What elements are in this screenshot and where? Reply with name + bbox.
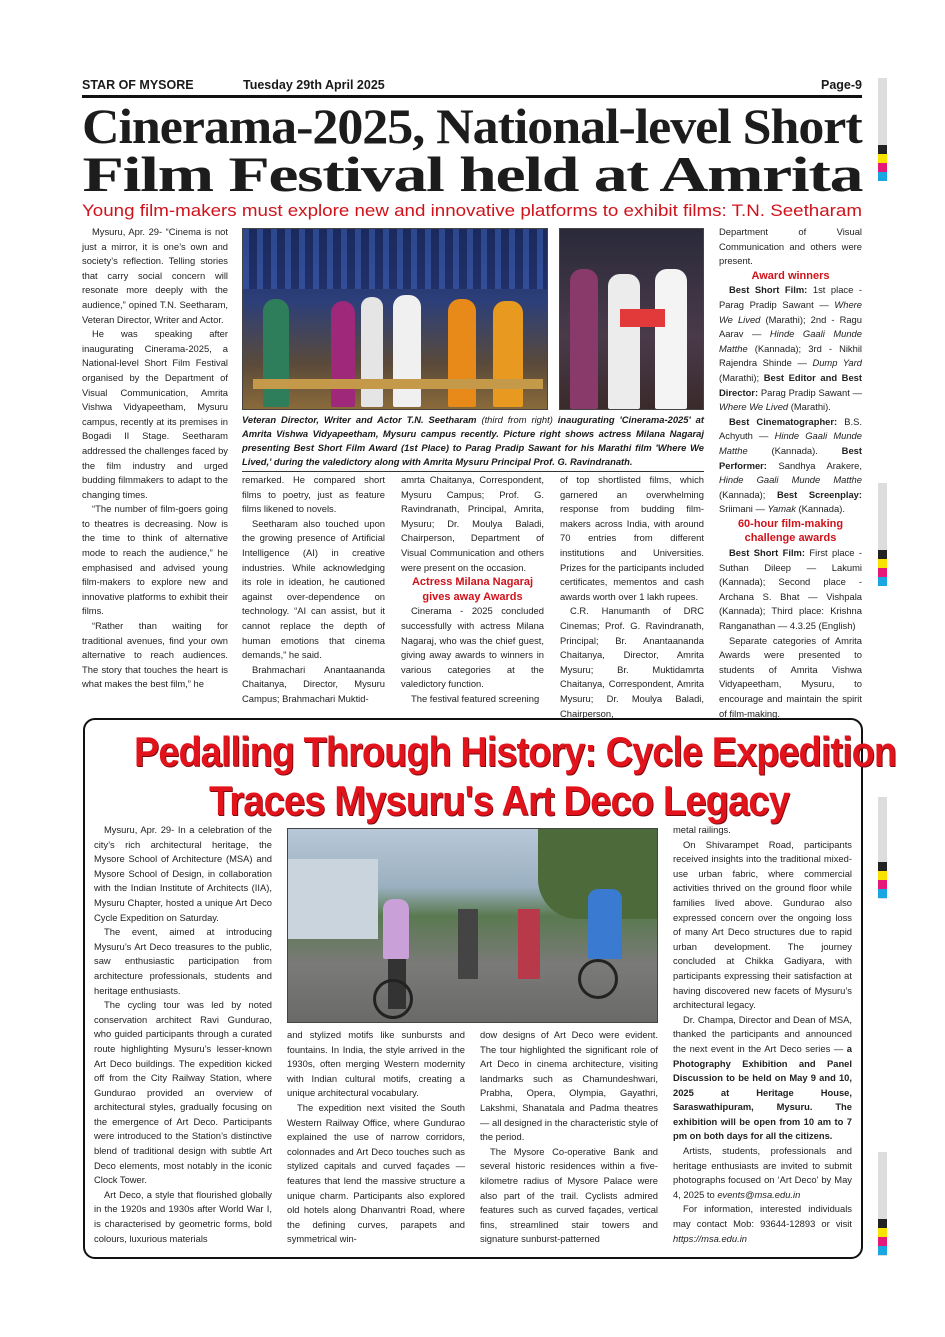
text-run: metal railings.: [673, 824, 731, 835]
text-run: (Marathi);: [719, 371, 764, 383]
text-run: The Mysore Co-operative Bank and several historic residences within a five-kilometre radius of Mysore Palace were also part of the trail. Cyclists admired features such as curved façades, vertical fins, streamlined stair towers and signature sunburst-patterned: [480, 1145, 658, 1245]
italic-text: Yamak: [767, 503, 796, 515]
text-run: The festival featured screening: [411, 692, 540, 704]
article1-headline-line1-wrap: [82, 98, 862, 154]
text-run: Artists, students, professionals and heritage enthusiasts are invited to submit photographs focused on ‘Art Deco’ by May 4, 2025 to: [673, 1145, 852, 1200]
section-subheading: Award winners: [751, 269, 830, 282]
registration-mark: [878, 880, 887, 889]
text-run: inaugurating 'Cinerama-2025' at Amrita Vishwa Vidyapeetham, Mysuru campus recently. Picture right shows actress Milana Nagaraj presenting Best Short Film Award (1st Place) to Parag Pradip Sawant for his Marathi film: [242, 414, 704, 453]
issue-date: Tuesday 29th April 2025: [243, 78, 385, 92]
paragraph: [82, 327, 228, 502]
article2-column-1: [94, 823, 272, 1246]
text-run: Veteran Director, Writer and Actor T.N. Seetharam: [242, 414, 482, 425]
registration-mark: [878, 568, 887, 577]
registration-mark: [878, 1219, 887, 1228]
article2-column-3: [480, 1028, 658, 1247]
text-run: (Marathi).: [788, 401, 831, 413]
text-run: He was speaking after inaugurating Cinerama-2025, a National-level Short Film Festival organised by the Department of Visual Communication, Amrita Vishwa Vidyapeetham, Mysuru campus, recently at its premises in Bogadi II Stage. Seetharam addressed the challenges faced by the film industry and urged budding filmmakers to adapt to the changing times.: [82, 328, 228, 500]
text-run: For information, interested individuals may contact Mob: 93644-12893 or visit: [673, 1203, 852, 1230]
photo-caption: [242, 413, 704, 472]
text-run: 1st place - Parag Pradip Sawant —: [719, 284, 863, 310]
paragraph: [673, 823, 852, 838]
paragraph: [401, 473, 544, 575]
text-run: (third from right): [481, 414, 558, 425]
paragraph: [94, 1188, 272, 1246]
photo-inauguration: [242, 228, 548, 410]
bold-text: Best Short Film:: [729, 284, 813, 296]
paragraph: [719, 415, 862, 517]
italic-text: Where We Lived: [719, 401, 789, 413]
photo-award-presentation: [559, 228, 704, 410]
paragraph: [560, 604, 704, 721]
paragraph: [719, 225, 862, 269]
text-run: C.R. Hanumanth of DRC Cinemas; Prof. G. Ravindranath, Principal; Br. Anantaananda Chaitanya, Director, Amrita Mysuru; Br. Muktidamrta Chaitanya, Correspondent, Amrita Mysuru; Dr. Moulya Baladi, Chairperson,: [560, 605, 704, 719]
paragraph: [82, 619, 228, 692]
italic-text: Hinde Gaali Munde Matthe: [719, 474, 862, 486]
text-run: (Kannada);: [719, 488, 777, 500]
registration-mark: [878, 889, 887, 898]
section-subheading: 60-hour film-making challenge awards: [737, 517, 844, 545]
registration-mark: [878, 559, 887, 568]
photo-cycle-expedition: [287, 828, 658, 1023]
text-run: Brahmachari Anantaananda Chaitanya, Director, Mysuru Campus; Brahmachari Muktid-: [242, 663, 385, 704]
article1-column-4: [560, 473, 704, 721]
registration-mark: [878, 154, 887, 163]
article1-subheadline-wrap: [82, 202, 862, 221]
paragraph: [673, 838, 852, 1013]
text-run: amrta Chaitanya, Correspondent, Mysuru Campus; Prof. G. Ravindranath, Principal, Amrita, Mysuru; Dr. Moulya Baladi, Chairperson, Department of Visual Communication and others were present on the occasion.: [401, 474, 544, 573]
registration-mark: [878, 1246, 887, 1255]
registration-mark: [878, 1237, 887, 1246]
paragraph: [560, 473, 704, 604]
article2-headline-line2: Traces Mysuru's Art Deco Legacy: [209, 777, 790, 824]
paragraph: [719, 546, 862, 634]
registration-mark: [878, 862, 887, 871]
article1-headline-line2: Film Festival held at Amrita: [82, 146, 862, 202]
paragraph: [401, 604, 544, 692]
paragraph: [82, 225, 228, 327]
text-run: Separate categories of Amrita Awards were presented to students of Amrita Vishwa Vidyapeetham, Mysuru, to encourage and maintain the spirit of film-making.: [719, 634, 862, 719]
article1-headline-line1: Cinerama-2025, National-level Short: [82, 98, 862, 154]
text-run: Parag Pradip Sawant —: [760, 386, 862, 398]
paragraph: [242, 517, 385, 663]
paragraph: [287, 1028, 465, 1101]
article2-headline-line1: Pedalling Through History: Cycle Expedition: [134, 728, 897, 775]
text-run: (Marathi); 2nd - Ragu Aarav —: [719, 313, 862, 340]
text-run: Mysuru, Apr. 29- In a celebration of the city’s rich architectural heritage, the Mysore School of Architecture (MSA) and Mysore School of Design, in collaboration with the Indian Institute of Architects (IIA), Mysuru Chapter, hosted a unique Art Deco Cycle Expedition on Saturday.: [94, 824, 272, 923]
paragraph: [242, 663, 385, 707]
paragraph: [480, 1028, 658, 1145]
article1-column-5: [719, 225, 862, 721]
italic-text: Dump Yard: [812, 357, 862, 369]
article1-subheadline: Young film-makers must explore new and innovative platforms to exhibit films: T.N. Seetharam: [82, 202, 862, 220]
article2-column-2: [287, 1028, 465, 1247]
paragraph: [94, 925, 272, 998]
text-run: Seetharam also touched upon the growing presence of Artificial Intelligence (AI) in creative industries. While acknowledging its role in ideation, he cautioned against over-dependence on technology. “AI can assist, but it cannot replace the depth of human emotions that cinema demands,” he said.: [242, 517, 385, 661]
bold-text: Best Cinematographer:: [729, 415, 845, 427]
paragraph: [673, 1013, 852, 1144]
text-run: “Rather than waiting for traditional avenues, find your own alternative to reach audiences. The story that touches the heart is what makes the best film,” he: [82, 620, 228, 690]
bold-text: Best Performer:: [719, 444, 862, 471]
newspaper-name: STAR OF MYSORE: [82, 78, 194, 92]
text-run: 'Where We Lived,' during the valedictory along with Amrita Mysuru Principal Prof. G. Ravindranath.: [242, 442, 704, 467]
paragraph: [673, 1144, 852, 1202]
registration-mark: [878, 172, 887, 181]
paragraph: [401, 692, 544, 707]
text-run: B.S. Achyuth —: [719, 415, 862, 442]
text-run: On Shivarampet Road, participants received insights into the traditional mixed-use urban fabric, where commercial activities thrived on the ground floor while families lived above. Gundurao also expressed concern over the ongoing loss of many Art Deco structures due to rapid urban development. The journey concluded at Chikka Gadiyara, with participants expressing their satisfaction at having discovered new facets of Mysuru’s architectural legacy.: [673, 838, 852, 1011]
paragraph: [480, 1145, 658, 1247]
text-run: Sandhya Arakere,: [778, 459, 862, 471]
article1-column-2: [242, 473, 385, 707]
paragraph: [94, 823, 272, 925]
text-run: “The number of film-goers going to theatres is decreasing. Now is the time to think of alternative mode to reach the audience,” he emphasised and advised young film-makers to explore new and innovative platforms to exhibit their films.: [82, 503, 228, 617]
text-run: Department of Visual Communication and others were present.: [719, 226, 862, 267]
text-run: and stylized motifs like sunbursts and fountains. In India, the style arrived in the 1930s, often merging Western modernity with Indian cultural motifs, creating a unique architectural vocabulary.: [287, 1029, 465, 1099]
bold-text: Best Editor and Best Director:: [719, 371, 862, 398]
italic-text: Where We Lived: [719, 298, 862, 325]
paragraph: [719, 283, 862, 414]
paragraph: [719, 634, 862, 722]
text-run: First place - Suthan Dileep — Lakumi (Kannada); Second place - Archana S. Bhat — Vishpala (Kannada); Third place: Krishna Ranganathan — 4.3.25 (English): [719, 547, 862, 632]
italic-text[interactable]: https://msa.edu.in: [673, 1232, 747, 1244]
bold-text: Best Screenplay:: [776, 488, 862, 500]
registration-mark: [878, 145, 887, 154]
italic-text: Hinde Gaali Munde Matthe: [719, 430, 862, 456]
text-run: The cycling tour was led by noted conservation architect Ravi Gundurao, who guided participants through a curated route highlighting Mysuru’s lesser-known Art Deco buildings. The expedition kicked off from the City Railway Station, where Gundurao provided an overview of architectural styles, gradually focusing on the emergence of Art Deco. Participants were introduced to the Station’s distinctive blend of traditional design with subtle Art Deco elements, most notably in the iconic Clock Tower.: [94, 999, 272, 1186]
registration-mark: [878, 871, 887, 880]
text-run: Art Deco, a style that flourished globally in the 1920s and 1930s after World War I, is characterised by geometric forms, bold colours, luxurious materials: [94, 1188, 272, 1244]
registration-mark: [878, 550, 887, 559]
bold-text: Best Short Film:: [729, 547, 810, 559]
text-run: The event, aimed at introducing Mysuru’s Art Deco treasures to the public, saw enthusiastic participation from architecture professionals, students and heritage enthusiasts.: [94, 926, 272, 996]
article1-column-3: [401, 473, 544, 707]
article1-headline-line2-wrap: [82, 146, 862, 202]
text-run: (Kannada).: [747, 444, 842, 456]
text-run: remarked. He compared short films to poetry, just as feature films likened to novels.: [242, 474, 385, 515]
text-run: Cinerama - 2025 concluded successfully with actress Milana Nagaraj, who was the chief guest, giving away awards to winners in various categories at the valedictory function.: [401, 605, 544, 690]
registration-mark: [878, 163, 887, 172]
section-subheading: Actress Milana Nagaraj gives away Awards: [411, 576, 534, 603]
paragraph: [242, 473, 385, 517]
article2-headline-line1-wrap: [92, 728, 897, 775]
paragraph: [673, 1202, 852, 1246]
text-run: (Kannada); 3rd - Nikhil Rajendra Shinde —: [719, 342, 862, 369]
registration-mark: [878, 577, 887, 586]
paragraph: [94, 998, 272, 1188]
paragraph: [82, 502, 228, 619]
text-run: Sriimani —: [719, 503, 768, 515]
text-run: of top shortlisted films, which garnered an overwhelming response from budding film-makers across India, with around 70 entries from different institutions and Universities. Prizes for the participants included certificates, mementos and cash awards worth over 1 lakh rupees.: [560, 474, 704, 602]
bold-text: a Photography Exhibition and Panel Discussion to be held on May 9 and 10, 2025 at Heritage House, Saraswathipuram, Mysuru. The exhibition will be open from 10 am to 7 pm on both days for all the citizens.: [673, 1042, 852, 1142]
text-run: The expedition next visited the South Western Railway Office, where Gundurao explained the use of narrow corridors, colonnades and Art Deco touches such as stylized capitals and curved façades — features that lend the massive structure a unique charm. Participants also explored old hotels along Dhanvantri Road, where the defining curves, parapets and symmetrical win-: [287, 1101, 465, 1245]
article2-headline-line2-wrap: [180, 777, 790, 824]
article1-column-1: [82, 225, 228, 692]
italic-text: Hinde Gaali Munde Matthe: [719, 328, 862, 354]
page-number: Page-9: [821, 78, 862, 92]
italic-text[interactable]: events@msa.edu.in: [717, 1188, 801, 1200]
text-run: Mysuru, Apr. 29- “Cinema is not just a mirror, it is one’s own and society’s reflection. Telling stories that carry social concern will resonate more deeply with the audience,” opined T.N. Seetharam, Veteran Director, Writer and Actor.: [82, 226, 228, 325]
article2-column-4: [673, 823, 852, 1246]
registration-mark: [878, 1228, 887, 1237]
text-run: dow designs of Art Deco were evident. The tour highlighted the significant role of Art Deco in cinema architecture, visiting landmarks such as Chamundeshwari, Prabha, Opera, Olympia, Gayathri, Lakshmi, Shanatala and Padma theatres — all designed in the characteristic style of the period.: [480, 1029, 658, 1143]
text-run: Dr. Champa, Director and Dean of MSA, thanked the participants and announced the next event in the Art Deco series —: [673, 1013, 852, 1054]
paragraph: [287, 1101, 465, 1247]
text-run: (Kannada).: [795, 503, 845, 515]
